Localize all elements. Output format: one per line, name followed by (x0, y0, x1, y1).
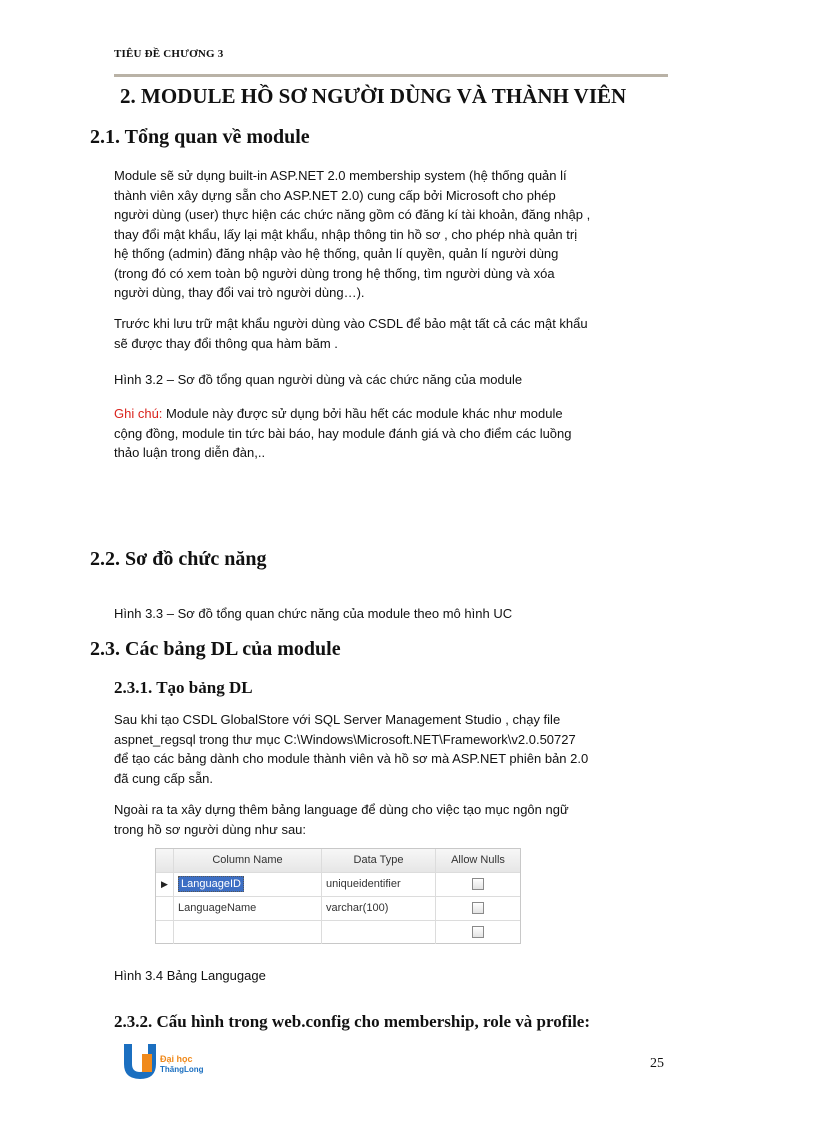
text-line: sẽ được thay đổi thông qua hàm băm . (114, 335, 338, 351)
hash-paragraph (114, 314, 674, 353)
text-line: hệ thống (admin) đăng nhập vào hệ thống, quản lí quyền, quản lí người dùng (114, 246, 559, 261)
university-logo (120, 1040, 230, 1080)
table-designer-figure (155, 848, 521, 944)
text-line: thay đổi mật khẩu, lấy lại mật khẩu, nhập thông tin hồ sơ , cho phép nhà quản trị (114, 226, 578, 242)
section-heading-2-1: 2.1. Tổng quan về module (90, 126, 310, 148)
text-line: Module này được sử dụng bởi hầu hết các module khác như module (162, 406, 563, 421)
logo-caption-top: Đại học (160, 1054, 193, 1064)
header-rule (114, 74, 668, 77)
row-selector-icon: ▶ (156, 873, 174, 896)
data-type-cell: varchar(100) (322, 897, 436, 920)
note-label: Ghi chú: (114, 406, 163, 421)
text-line: aspnet_regsql trong thư mục C:\Windows\Microsoft.NET\Framework\v2.0.50727 (114, 731, 576, 747)
chapter-heading: 2. MODULE HỒ SƠ NGƯỜI DÙNG VÀ THÀNH VIÊN (120, 84, 627, 108)
table-row (156, 873, 520, 897)
selected-column-name: LanguageID (178, 876, 244, 892)
checkbox-icon (472, 902, 484, 914)
text-line: trong hồ sơ người dùng như sau: (114, 821, 307, 837)
subsection-heading-2-3-1: 2.3.1. Tạo bảng DL (114, 678, 253, 697)
table-header-row (156, 849, 520, 873)
section-heading-2-3: 2.3. Các bảng DL của module (90, 638, 341, 660)
text-line: Ngoài ra ta xây dựng thêm bảng language để dùng cho việc tạo mục ngôn ngữ (114, 802, 569, 817)
text-line: để tạo các bảng dành cho module thành viên và hồ sơ mà ASP.NET phiên bản 2.0 (114, 751, 589, 766)
column-header: Column Name (174, 849, 322, 872)
create-table-paragraph (114, 710, 674, 788)
text-line: đã cung cấp sẵn. (114, 770, 214, 786)
column-header: Data Type (322, 849, 436, 872)
text-line: người dùng (user) thực hiện các chức năng gồm có đăng kí tài khoản, đăng nhập , (114, 207, 591, 222)
subsection-heading-2-3-2: 2.3.2. Cấu hình trong web.config cho membership, role và profile: (114, 1012, 591, 1031)
text-line: Sau khi tạo CSDL GlobalStore với SQL Server Management Studio , chạy file (114, 712, 561, 727)
data-type-cell: uniqueidentifier (322, 873, 436, 896)
checkbox-icon (472, 878, 484, 890)
table-row (156, 921, 520, 944)
text-line: Trước khi lưu trữ mật khẩu người dùng vào CSDL để bảo mật tất cả các mật khẩu (114, 316, 588, 331)
data-type-cell (322, 921, 436, 944)
column-name-cell (174, 921, 322, 944)
text-line: thảo luận trong diễn đàn,.. (114, 445, 266, 460)
figure-caption-3-2: Hình 3.2 – Sơ đồ tổng quan người dùng và các chức năng của module (114, 372, 523, 387)
table-row (156, 897, 520, 921)
language-table-paragraph (114, 800, 674, 839)
text-line: Module sẽ sử dụng built-in ASP.NET 2.0 membership system (hệ thống quản lí (114, 168, 567, 183)
running-header: TIÊU ĐỀ CHƯƠNG 3 (114, 48, 224, 60)
page-number: 25 (650, 1056, 664, 1071)
header-corner (156, 849, 174, 872)
intro-paragraph (114, 166, 674, 303)
logo-caption-bottom: ThăngLong (160, 1065, 204, 1074)
row-selector-icon (156, 921, 174, 944)
allow-nulls-cell (436, 897, 520, 920)
column-name-cell (174, 873, 322, 896)
text-line: (trong đó có xem toàn bộ người dùng trong hệ thống, tìm người dùng và xóa (114, 265, 555, 281)
figure-caption-3-4: Hình 3.4 Bảng Langugage (114, 968, 266, 983)
column-header: Allow Nulls (451, 854, 505, 866)
logo-l-shape (142, 1054, 152, 1072)
figure-caption-3-3: Hình 3.3 – Sơ đồ tổng quan chức năng của module theo mô hình UC (114, 606, 513, 621)
text-line: người dùng, thay đổi vai trò người dùng…). (114, 285, 365, 300)
row-selector-icon (156, 897, 174, 920)
section-heading-2-2: 2.2. Sơ đồ chức năng (90, 548, 267, 570)
text-line: cộng đồng, module tin tức bài báo, hay module đánh giá và cho điểm các luồng (114, 425, 572, 441)
allow-nulls-cell (436, 921, 520, 944)
allow-nulls-cell (436, 873, 520, 896)
checkbox-icon (472, 926, 484, 938)
text-line: thành viên xây dựng sẵn cho ASP.NET 2.0) cung cấp bởi Microsoft cho phép (114, 187, 556, 203)
note-paragraph (114, 404, 674, 463)
column-name-cell: LanguageName (174, 897, 322, 920)
